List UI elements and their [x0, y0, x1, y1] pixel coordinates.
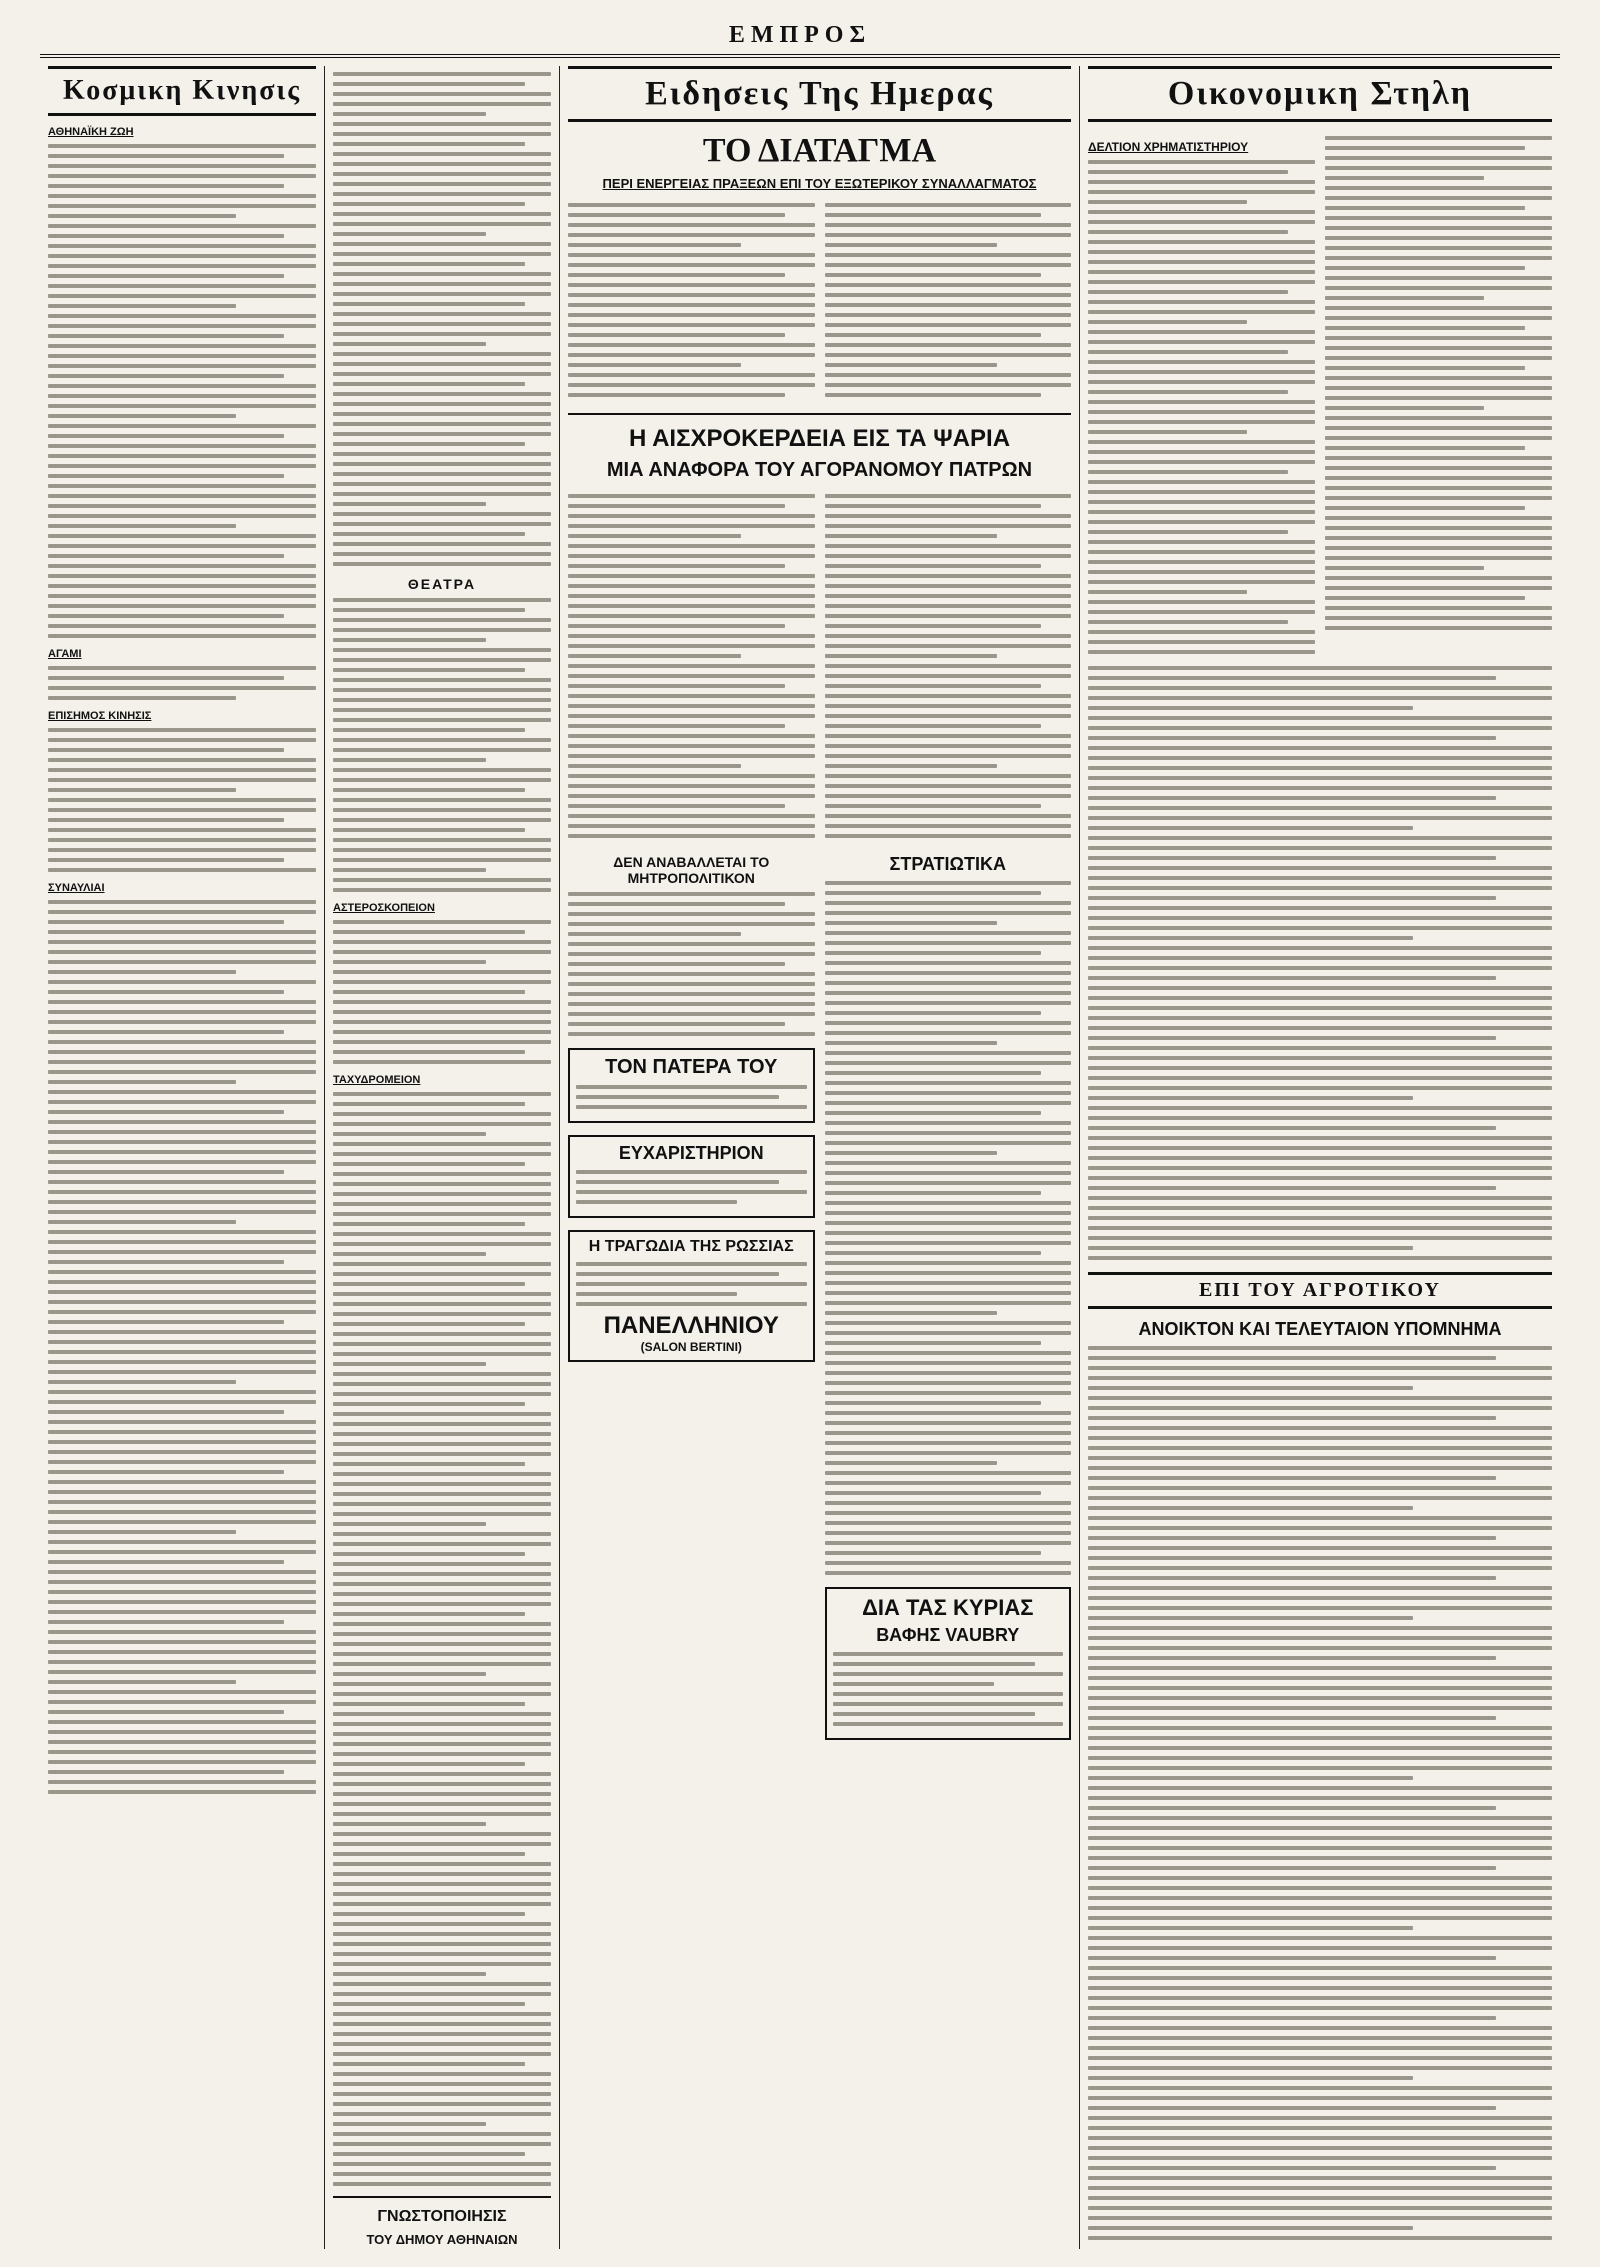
market-area	[1088, 130, 1552, 660]
ad-title: ΕΥΧΑΡΙΣΤΗΡΙΟΝ	[618, 1143, 764, 1163]
text-block	[825, 488, 1072, 844]
divider	[568, 413, 1071, 415]
ad-thanks	[568, 1135, 815, 1218]
text-block	[568, 197, 815, 403]
two-column-text	[568, 488, 1071, 844]
text-block	[825, 197, 1072, 403]
agro-section-title: ΕΠΙ ΤΟΥ ΑΓΡΟΤΙΚΟΥ	[1088, 1272, 1552, 1309]
column-society	[40, 66, 325, 2249]
text-block	[333, 920, 551, 1064]
subhead: ΑΣΤΕΡΟΣΚΟΠΕΙΟΝ	[333, 902, 435, 914]
subhead: ΘΕΑΤΡΑ	[407, 576, 477, 592]
text-block	[333, 1092, 551, 2186]
ad-title: ΔΙΑ ΤΑΣ ΚΥΡΙΑΣ	[862, 1595, 1034, 1620]
text-block	[333, 72, 551, 566]
headline: ΔΕΝ ΑΝΑΒΑΛΛΕΤΑΙ ΤΟ ΜΗΤΡΟΠΟΛΙΤΙΚΟΝ	[613, 854, 770, 886]
ad-tragedy	[568, 1230, 815, 1362]
ad-text	[833, 1652, 1064, 1726]
ad-text	[576, 1170, 807, 1204]
ad-ladies	[825, 1587, 1072, 1740]
column-theatres	[325, 66, 560, 2249]
subhead: ΔΕΛΤΙΟΝ ΧΡΗΜΑΤΙΣΤΗΡΙΟΥ	[1088, 140, 1249, 154]
ad-dye: ΒΑΦΗΣ VAUBRY	[876, 1625, 1020, 1645]
headline-sub: ΠΕΡΙ ΕΝΕΡΓΕΙΑΣ ΠΡΑΞΕΩΝ ΕΠΙ ΤΟΥ ΕΞΩΤΕΡΙΚΟΥ ΣΥΝΑΛΛΑΓΜΑΤΟΣ	[602, 176, 1037, 191]
text-block	[568, 892, 815, 1036]
text-block	[1325, 136, 1552, 630]
ad-title: ΤΟΝ ΠΑΤΕΡΑ ΤΟΥ	[605, 1056, 778, 1078]
subhead: ΕΠΙΣΗΜΟΣ ΚΙΝΗΣΙΣ	[48, 710, 152, 722]
ad-text	[576, 1262, 807, 1306]
masthead	[40, 18, 1560, 58]
text-block	[48, 900, 316, 1794]
headline: ΤΟ ΔΙΑΤΑΓΜΑ	[702, 132, 937, 169]
section-title: Ειδησεις Της Ημερας	[568, 66, 1071, 122]
section-title: Κοσμικη Κινησις	[48, 66, 316, 116]
notice-title: ΓΝΩΣΤΟΠΟΙΗΣΙΣ	[377, 2208, 507, 2225]
ad-title: Η ΤΡΑΓΩΔΙΑ ΤΗΣ ΡΩΣΣΙΑΣ	[588, 1238, 794, 1255]
lower-news	[568, 844, 1071, 1752]
text-block	[1088, 160, 1315, 654]
column-economy	[1080, 66, 1560, 2249]
subhead: ΑΘΗΝΑΪΚΗ ΖΩΗ	[48, 126, 134, 138]
headline: Η ΑΙΣΧΡΟΚΕΡΔΕΙΑ ΕΙΣ ΤΑ ΨΑΡΙΑ	[628, 425, 1011, 452]
text-block	[48, 144, 316, 638]
column-news	[560, 66, 1080, 2249]
ad-text	[576, 1085, 807, 1109]
subhead: ΤΑΧΥΔΡΟΜΕΙΟΝ	[333, 1074, 421, 1086]
text-block	[568, 488, 815, 844]
notice-subtitle: ΤΟΥ ΔΗΜΟΥ ΑΘΗΝΑΙΩΝ	[366, 2232, 518, 2247]
ad-theatre-sub: (SALON BERTINI)	[640, 1340, 742, 1354]
two-column-text	[568, 197, 1071, 403]
text-block	[1088, 1346, 1552, 2240]
masthead-title: ΕΜΠΡΟΣ	[728, 22, 872, 48]
subhead: ΑΓΑΜΙ	[48, 648, 82, 660]
headline: ΣΤΡΑΤΙΩΤΙΚΑ	[889, 854, 1006, 874]
text-block	[333, 598, 551, 892]
ad-theatre: ΠΑΝΕΛΛΗΝΙΟΥ	[603, 1312, 779, 1339]
text-block	[1088, 666, 1552, 1260]
text-block	[825, 881, 1072, 1575]
divider	[333, 2196, 551, 2198]
ad-pater	[568, 1048, 815, 1123]
text-block	[48, 728, 316, 872]
subhead: ΣΥΝΑΥΛΙΑΙ	[48, 882, 105, 894]
headline-sub: ΜΙΑ ΑΝΑΦΟΡΑ ΤΟΥ ΑΓΟΡΑΝΟΜΟΥ ΠΑΤΡΩΝ	[606, 459, 1033, 481]
section-title: Οικονομικη Στηλη	[1088, 66, 1552, 122]
headline: ΑΝΟΙΚΤΟΝ ΚΑΙ ΤΕΛΕΥΤΑΙΟΝ ΥΠΟΜΝΗΜΑ	[1138, 1319, 1502, 1339]
text-block	[48, 666, 316, 700]
